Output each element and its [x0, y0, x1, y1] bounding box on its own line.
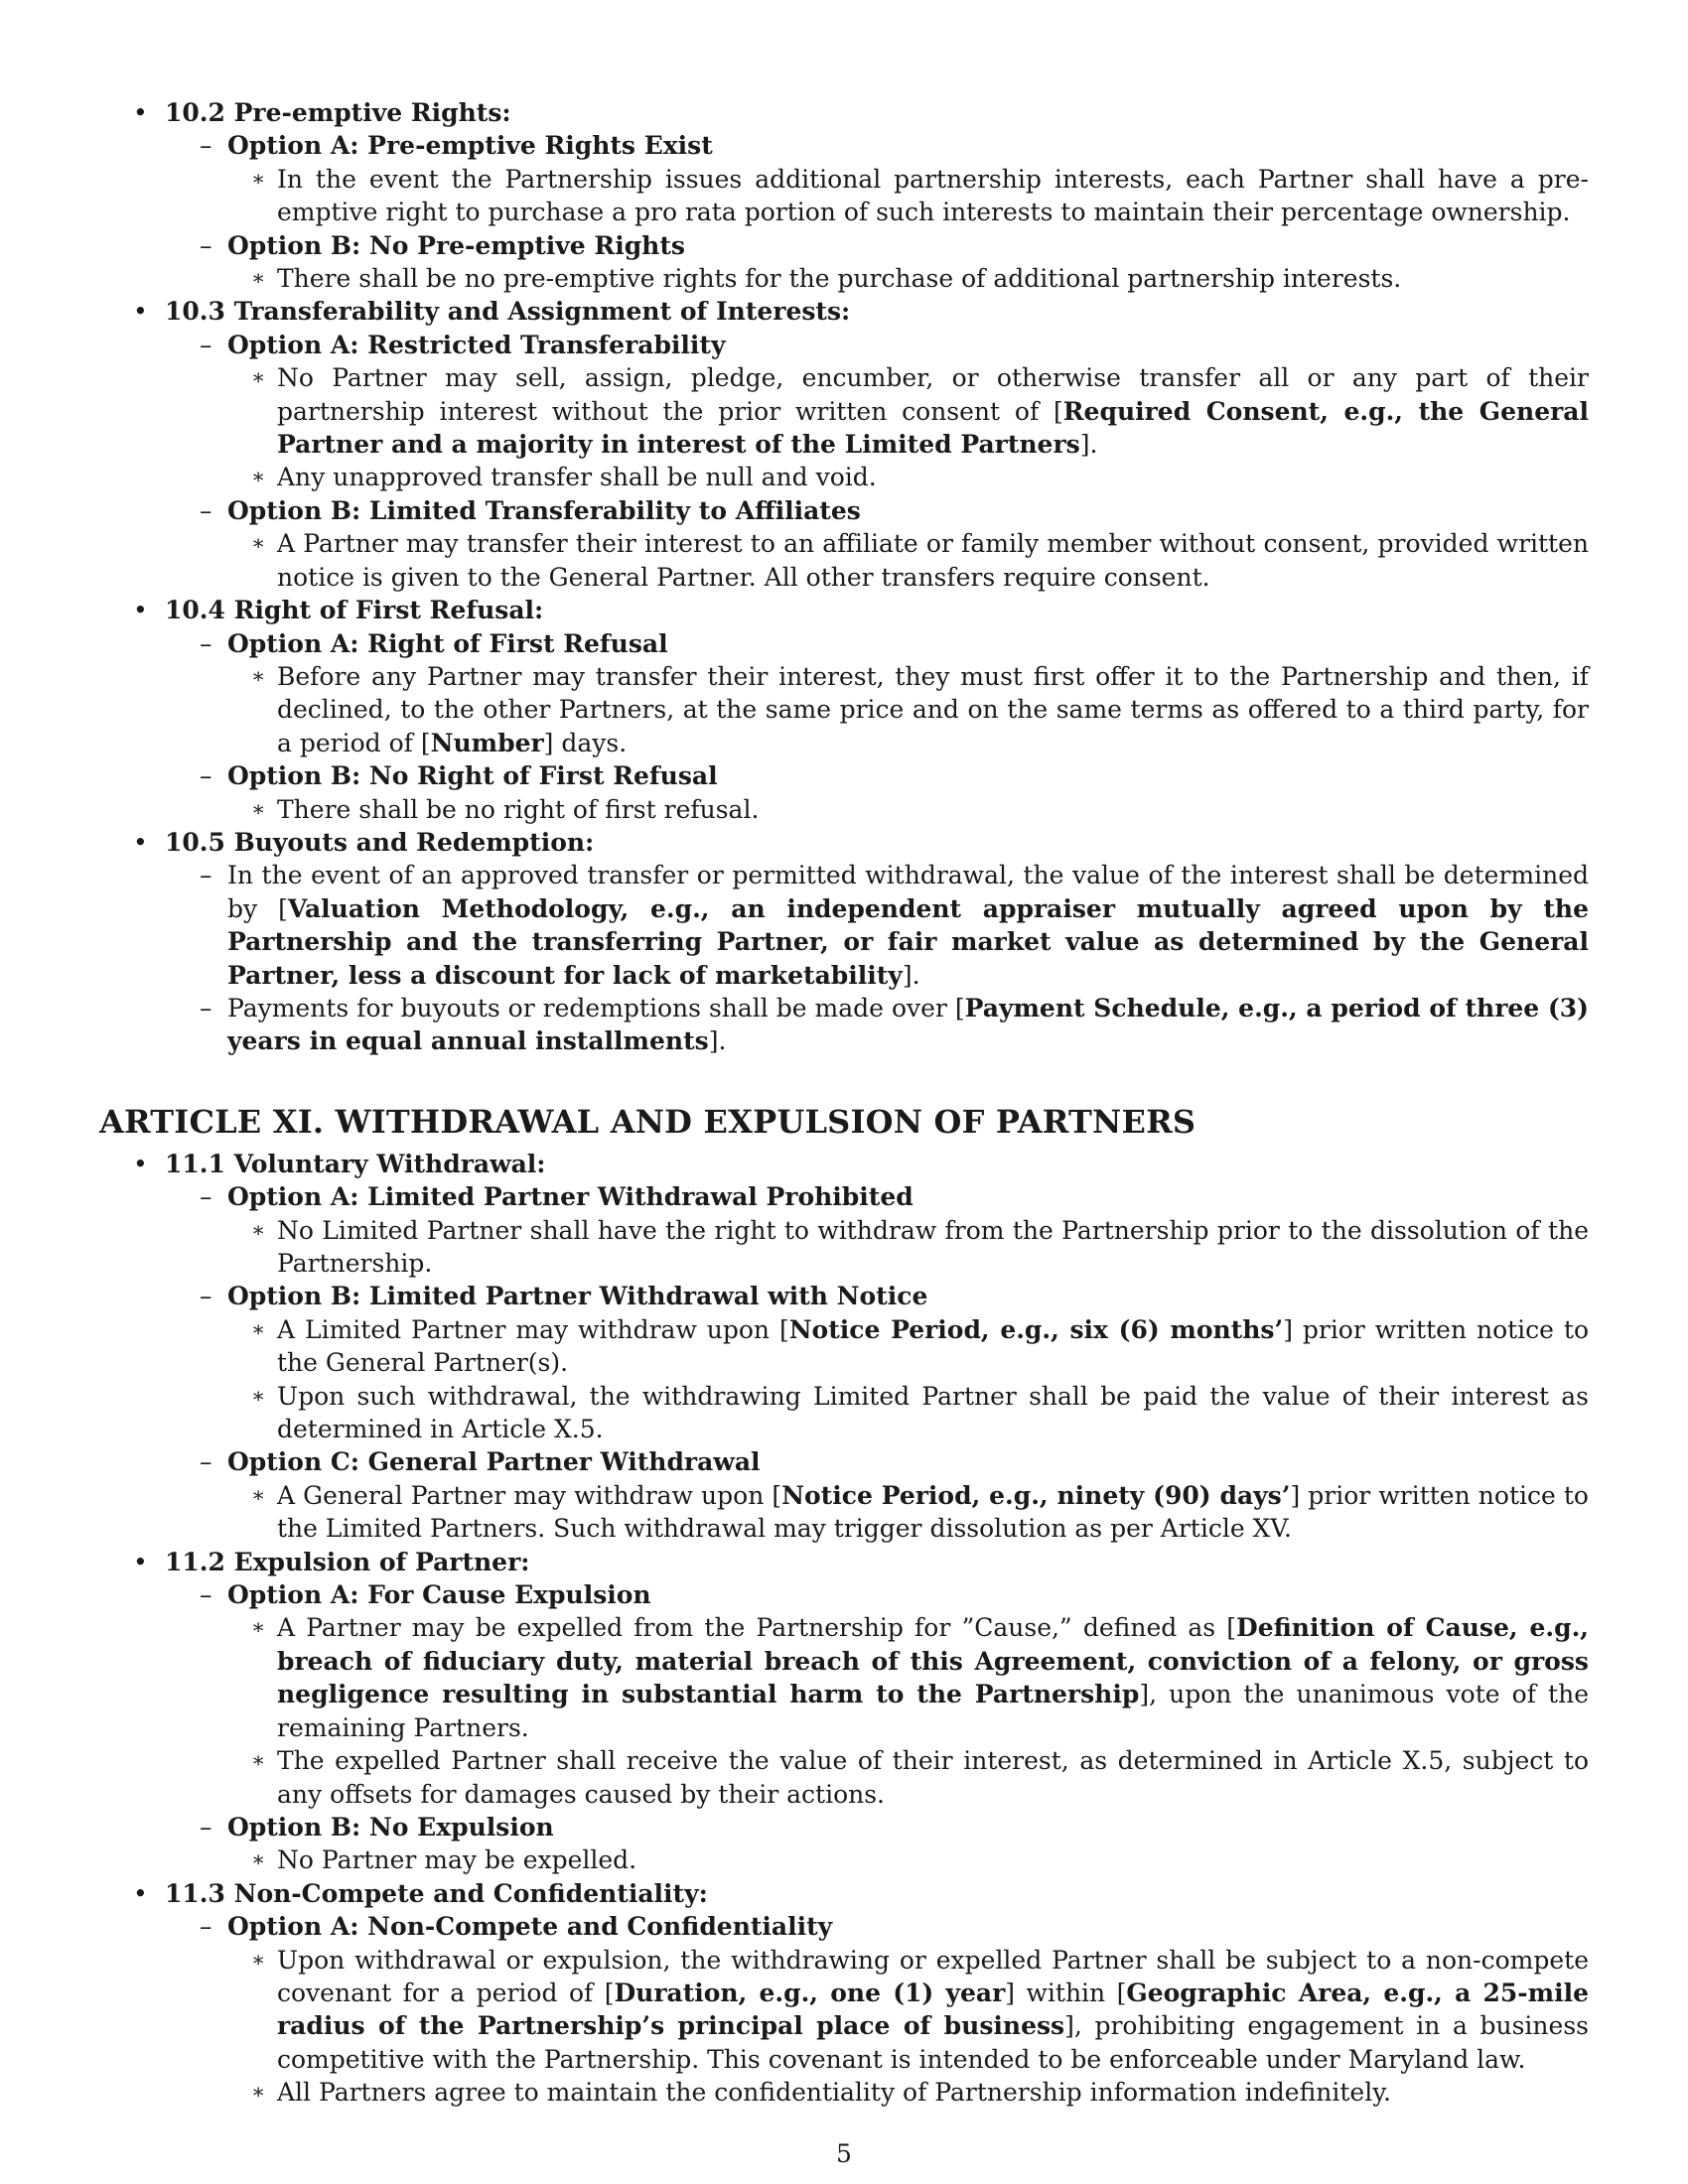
option-item — [165, 329, 1589, 494]
option-title: Option A: For Cause Expulsion — [227, 1580, 651, 1610]
dash-marker: – — [200, 1812, 212, 1842]
clause-text: A Limited Partner may withdraw upon [ — [277, 1314, 789, 1344]
dash-marker: – — [200, 628, 212, 658]
option-item — [165, 494, 1589, 594]
star-marker: ∗ — [251, 1383, 266, 1408]
placeholder-text: Notice Period, e.g., six (6) months’ — [788, 1314, 1284, 1344]
option-list — [165, 1578, 1589, 1877]
option-list — [165, 329, 1589, 594]
section-title: 10.5 Buyouts and Redemption: — [165, 827, 595, 857]
clause-text: Upon withdrawal or expulsion, the withdrawing or expelled Partner shall be subject to a non-compete covenant for a period of [ — [277, 1945, 1589, 2007]
star-marker: ∗ — [251, 1316, 266, 1341]
section-title: 11.3 Non-Compete and Confidentiality: — [165, 1878, 708, 1908]
section-title: 11.2 Expulsion of Partner: — [165, 1547, 530, 1576]
clause-text: Before any Partner may transfer their interest, they must first offer it to the Partnership and then, if declined, to the other Partners, at the same price and on the same terms as offered to a third party, for a period of [ — [277, 661, 1589, 757]
clause-text: ]. — [902, 960, 920, 990]
clause-item — [227, 2076, 1589, 2109]
clause-text: ], upon the unanimous vote of the remaining Partners. — [277, 1680, 1589, 1742]
clause-text: ] prior written notice to the General Partner(s). — [277, 1314, 1589, 1378]
clause-text: Any unapproved transfer shall be null and void. — [277, 463, 877, 492]
placeholder-text: Definition of Cause, e.g., breach of fiduciary duty, material breach of this Agreement, conviction of a felony, or gross negligence resulting in substantial harm to the Partnership — [277, 1613, 1589, 1709]
placeholder-text: Duration, e.g., one (1) year — [614, 1978, 1006, 2007]
bullet-marker: • — [133, 297, 148, 327]
option-item — [165, 759, 1589, 826]
option-item — [165, 1910, 1589, 2109]
placeholder-text: Number — [430, 728, 544, 757]
star-marker: ∗ — [251, 1847, 266, 1872]
clause-text: ] days. — [543, 728, 628, 757]
clause-text: All Partners agree to maintain the confidentiality of Partnership information indefinitely. — [277, 2078, 1391, 2108]
bullet-marker: • — [133, 1149, 148, 1178]
section-item — [99, 594, 1589, 826]
clause-item — [227, 361, 1589, 461]
option-list — [165, 129, 1589, 295]
clause-text: In the event the Partnership issues additional partnership interests, each Partner shall have a pre-emptive right to purchase a pro rata portion of such interests to maintain their percentage ownership. — [277, 164, 1589, 227]
article-x-continued — [99, 96, 1589, 1058]
star-marker: ∗ — [251, 1217, 266, 1242]
clause-text: ], prohibiting engagement in a business competitive with the Partnership. This covenant is intended to be enforceable under Maryland law. — [277, 2011, 1589, 2074]
placeholder-text: Required Consent, e.g., the General Partner and a majority in interest of the Limited Partners — [277, 396, 1589, 460]
section-item — [99, 295, 1589, 594]
star-marker: ∗ — [251, 1947, 266, 1972]
paragraph-item — [165, 859, 1589, 992]
clause-text: Payments for buyouts or redemptions shall be made over [ — [227, 993, 965, 1023]
star-marker: ∗ — [251, 796, 266, 821]
dash-marker: – — [200, 1447, 212, 1477]
clause-text: No Partner may sell, assign, pledge, encumber, or otherwise transfer all or any part of their partnership interest without the prior written consent of [ — [277, 363, 1589, 426]
clause-item — [227, 1313, 1589, 1380]
dash-marker: – — [200, 1182, 212, 1212]
option-title: Option A: Non-Compete and Confidentiality — [227, 1912, 833, 1942]
section-item — [99, 1546, 1589, 1877]
clause-text: In the event of an approved transfer or permitted withdrawal, the value of the interest shall be determined by [ — [227, 861, 1589, 923]
clause-text: A General Partner may withdraw upon [ — [277, 1480, 782, 1510]
clause-text: ] prior written notice to the Limited Partners. Such withdrawal may trigger dissolution as per Article XV. — [277, 1480, 1589, 1544]
clause-list — [227, 660, 1589, 759]
bullet-marker: • — [133, 827, 148, 857]
clause-list — [227, 1313, 1589, 1446]
dash-marker: – — [200, 861, 212, 890]
clause-list — [227, 1944, 1589, 2110]
clause-item — [227, 1479, 1589, 1546]
clause-item — [227, 660, 1589, 759]
clause-text: No Partner may be expelled. — [277, 1845, 637, 1875]
placeholder-text: Notice Period, e.g., ninety (90) days’ — [781, 1480, 1291, 1510]
section-item — [99, 1877, 1589, 2110]
bullet-marker: • — [133, 98, 148, 127]
dash-marker: – — [200, 1580, 212, 1610]
star-marker: ∗ — [251, 1615, 266, 1640]
placeholder-text: Geographic Area, e.g., a 25-mile radius of the Partnership’s principal place of business — [277, 1978, 1590, 2041]
option-list — [165, 1910, 1589, 2109]
option-item — [165, 1280, 1589, 1445]
clause-text: A Partner may transfer their interest to an affiliate or family member without consent, provided written notice is given to the General Partner. All other transfers require consent. — [277, 529, 1589, 592]
section-item — [99, 96, 1589, 295]
section-title: 11.1 Voluntary Withdrawal: — [165, 1149, 546, 1178]
clause-list — [227, 1843, 1589, 1876]
clause-text: There shall be no pre-emptive rights for the purchase of additional partnership interests. — [277, 264, 1402, 294]
dash-marker: – — [200, 761, 212, 791]
option-title: Option B: No Right of First Refusal — [227, 761, 718, 791]
clause-text: ] within [ — [1005, 1978, 1127, 2007]
option-item — [165, 1578, 1589, 1811]
section-title: 10.2 Pre-emptive Rights: — [165, 98, 511, 127]
star-marker: ∗ — [251, 266, 266, 291]
option-item — [165, 229, 1589, 296]
section-list-top — [99, 96, 1589, 1058]
clause-text: A Partner may be expelled from the Partnership for ”Cause,” defined as [ — [277, 1613, 1237, 1643]
clause-item — [227, 1944, 1589, 2077]
clause-item — [227, 1611, 1589, 1744]
star-marker: ∗ — [251, 166, 266, 191]
option-item — [165, 1180, 1589, 1280]
clause-item — [227, 163, 1589, 229]
option-item — [165, 1811, 1589, 1877]
star-marker: ∗ — [251, 663, 266, 688]
dash-marker: – — [200, 495, 212, 525]
clause-list — [227, 793, 1589, 826]
clause-item — [227, 1380, 1589, 1446]
option-list — [165, 627, 1589, 826]
dash-marker: – — [200, 1282, 212, 1311]
section-title: 10.4 Right of First Refusal: — [165, 596, 544, 625]
option-item — [165, 129, 1589, 228]
page-number: 5 — [836, 2139, 852, 2168]
clause-item — [227, 1744, 1589, 1811]
bullet-marker: • — [133, 596, 148, 625]
section-title: 10.3 Transferability and Assignment of Interests: — [165, 297, 851, 327]
clause-text: The expelled Partner shall receive the value of their interest, as determined in Article X.5, subject to any offsets for damages caused by their actions. — [277, 1746, 1589, 1809]
option-item — [165, 1445, 1589, 1545]
bullet-marker: • — [133, 1547, 148, 1576]
clause-item — [227, 461, 1589, 493]
star-marker: ∗ — [251, 1748, 266, 1773]
article-xi-body — [99, 1148, 1589, 2110]
option-item — [165, 627, 1589, 760]
clause-list — [227, 262, 1589, 295]
option-title: Option B: No Expulsion — [227, 1812, 554, 1842]
clause-list — [227, 163, 1589, 229]
clause-item — [227, 793, 1589, 826]
dash-marker: – — [200, 1912, 212, 1942]
option-title: Option A: Limited Partner Withdrawal Prohibited — [227, 1182, 914, 1212]
clause-list — [227, 527, 1589, 594]
bullet-marker: • — [133, 1878, 148, 1908]
clause-text: No Limited Partner shall have the right to withdraw from the Partnership prior to the dissolution of the Partnership. — [277, 1215, 1589, 1278]
clause-item — [227, 1843, 1589, 1876]
clause-list — [227, 1479, 1589, 1546]
clause-text: ]. — [708, 1026, 727, 1056]
option-title: Option A: Right of First Refusal — [227, 628, 668, 658]
paragraph-item — [165, 992, 1589, 1058]
dash-marker: – — [200, 330, 212, 359]
option-title: Option B: Limited Partner Withdrawal with Notice — [227, 1282, 928, 1311]
option-title: Option B: No Pre-emptive Rights — [227, 230, 685, 260]
clause-item — [227, 1214, 1589, 1281]
option-title: Option A: Pre-emptive Rights Exist — [227, 131, 713, 161]
option-list — [165, 1180, 1589, 1545]
clause-item — [227, 262, 1589, 295]
clause-item — [227, 527, 1589, 594]
dash-marker: – — [200, 131, 212, 161]
clause-text: Upon such withdrawal, the withdrawing Limited Partner shall be paid the value of their interest as determined in Article X.5. — [277, 1381, 1589, 1444]
section-item — [99, 1148, 1589, 1546]
placeholder-text: Valuation Methodology, e.g., an independent appraiser mutually agreed upon by the Partnership and the transferring Partner, or fair market value as determined by the General Partner, less a discount for lack of marketability — [227, 893, 1589, 990]
dash-marker: – — [200, 230, 212, 260]
star-marker: ∗ — [251, 365, 266, 390]
section-item — [99, 826, 1589, 1058]
option-list — [165, 859, 1589, 1057]
option-title: Option A: Restricted Transferability — [227, 330, 726, 359]
clause-list — [227, 361, 1589, 494]
dash-marker: – — [200, 993, 212, 1023]
clause-text: There shall be no right of first refusal. — [277, 794, 760, 824]
clause-list — [227, 1214, 1589, 1281]
star-marker: ∗ — [251, 531, 266, 556]
section-list-bottom — [99, 1148, 1589, 2110]
placeholder-text: Payment Schedule, e.g., a period of three (3) years in equal annual installments — [227, 993, 1590, 1056]
star-marker: ∗ — [251, 2080, 266, 2105]
article-heading: ARTICLE XI. WITHDRAWAL AND EXPULSION OF PARTNERS — [99, 1102, 1196, 1141]
star-marker: ∗ — [251, 465, 266, 489]
clause-text: ]. — [1079, 430, 1098, 460]
clause-list — [227, 1611, 1589, 1810]
option-title: Option C: General Partner Withdrawal — [227, 1447, 761, 1477]
option-title: Option B: Limited Transferability to Affiliates — [227, 495, 861, 525]
star-marker: ∗ — [251, 1482, 266, 1507]
